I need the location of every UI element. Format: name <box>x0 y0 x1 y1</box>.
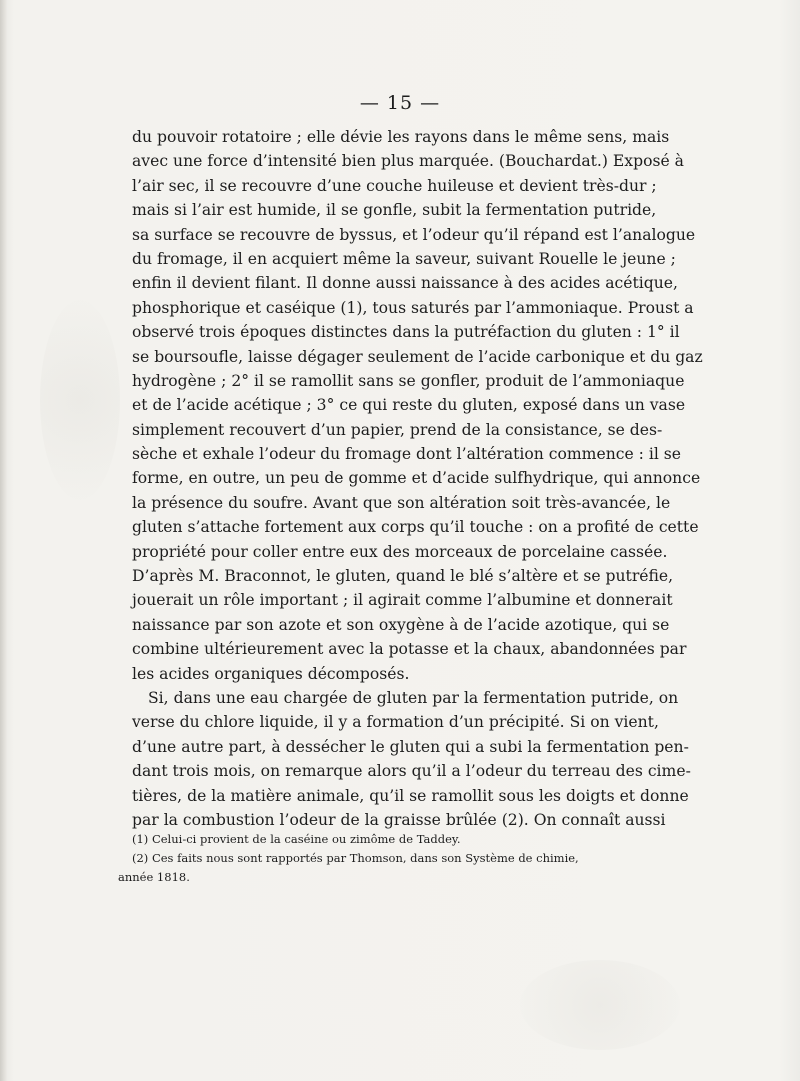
text-line: D’après M. Braconnot, le gluten, quand le blé s’altère et se putréfie, <box>132 567 674 586</box>
text-line: enfin il devient filant. Il donne aussi naissance à des acides acétique, <box>132 274 678 293</box>
text-line: sèche et exhale l’odeur du fromage dont l’altération commence : il se <box>132 445 682 464</box>
text-line: dant trois mois, on remarque alors qu’il a l’odeur du terreau des cime- <box>132 762 691 781</box>
text-line: observé trois époques distinctes dans la putréfaction du gluten : 1° il <box>132 323 680 342</box>
text-line: verse du chlore liquide, il y a formation d’un précipité. Si on vient, <box>132 713 659 732</box>
text-line: du pouvoir rotatoire ; elle dévie les rayons dans le même sens, mais <box>132 128 670 146</box>
page-number: — 15 — <box>359 92 441 114</box>
text-line: l’air sec, il se recouvre d’une couche huileuse et devient très-dur ; <box>132 176 657 195</box>
text-line: la présence du soufre. Avant que son altération soit très-avancée, le <box>132 493 671 512</box>
text-line: les acides organiques décomposés. <box>132 664 410 683</box>
text-line: forme, en outre, un peu de gomme et d’acide sulfhydrique, qui annonce <box>132 469 701 488</box>
text-line: naissance par son azote et son oxygène à de l’acide azotique, qui se <box>132 615 670 634</box>
paper-stain <box>40 300 120 500</box>
page-spine-shadow <box>0 0 7 1081</box>
text-line: Si, dans une eau chargée de gluten par la fermentation putride, on <box>148 688 679 707</box>
text-line: propriété pour coller entre eux des morceaux de porcelaine cassée. <box>132 542 668 561</box>
footnote-1: (1) Celui-ci provient de la caséine ou zimôme de Taddey. <box>132 832 461 846</box>
footnotes <box>118 830 624 887</box>
text-line: tières, de la matière animale, qu’il se ramollit sous les doigts et donne <box>132 786 689 805</box>
text-line: et de l’acide acétique ; 3° ce qui reste du gluten, exposé dans un vase <box>132 396 686 415</box>
body-text <box>132 125 703 832</box>
text-line: gluten s’attache fortement aux corps qu’il touche : on a profité de cette <box>132 518 699 537</box>
text-line: phosphorique et caséique (1), tous saturés par l’ammoniaque. Proust a <box>132 298 694 317</box>
footnote-2: (2) Ces faits nous sont rapportés par Thomson, dans son Système de chimie, <box>132 851 579 865</box>
text-line: du fromage, il en acquiert même la saveur, suivant Rouelle le jeune ; <box>132 249 676 268</box>
text-line: avec une force d’intensité bien plus marquée. (Bouchardat.) Exposé à <box>132 152 684 171</box>
text-line: mais si l’air est humide, il se gonfle, subit la fermentation putride, <box>132 201 657 220</box>
text-line: se boursoufle, laisse dégager seulement de l’acide carbonique et du gaz <box>132 347 703 366</box>
text-line: hydrogène ; 2° il se ramollit sans se gonfler, produit de l’ammoniaque <box>132 371 685 390</box>
text-line: sa surface se recouvre de byssus, et l’odeur qu’il répand est l’analogue <box>132 225 696 244</box>
footnote-2-continuation: année 1818. <box>118 870 190 884</box>
text-line: par la combustion l’odeur de la graisse brûlée (2). On connaît aussi <box>132 810 666 829</box>
text-line: jouerait un rôle important ; il agirait comme l’albumine et donnerait <box>132 591 673 610</box>
paper-stain <box>520 960 680 1050</box>
text-line: simplement recouvert d’un papier, prend de la consistance, se des- <box>132 420 663 439</box>
text-line: d’une autre part, à dessécher le gluten qui a subi la fermentation pen- <box>132 737 689 756</box>
text-line: combine ultérieurement avec la potasse et la chaux, abandonnées par <box>132 640 687 659</box>
